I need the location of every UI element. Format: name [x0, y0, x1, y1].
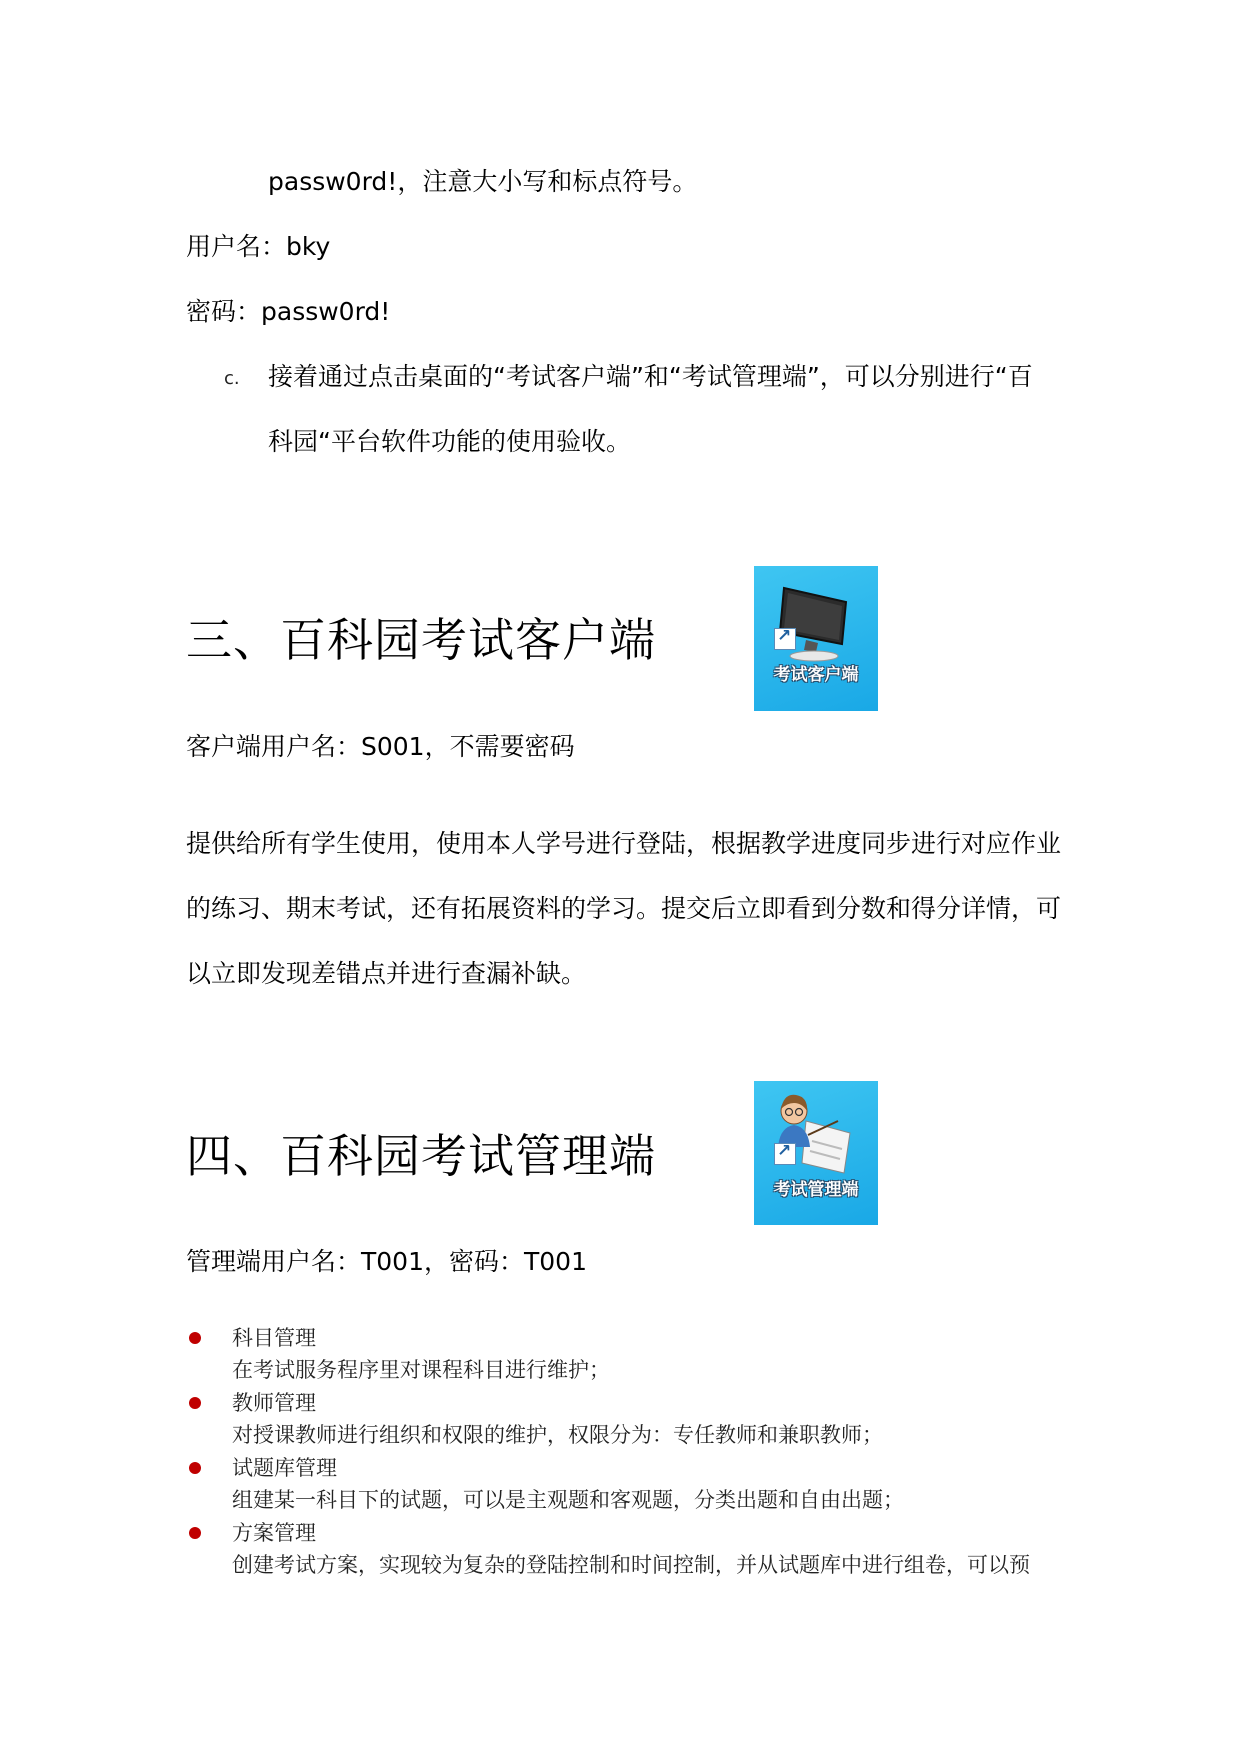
bullet-icon — [189, 1462, 201, 1474]
section4-heading: 四、百科园考试管理端 — [186, 1129, 656, 1183]
list-item-title: 教师管理 — [232, 1391, 316, 1415]
exam-admin-caption: 考试管理端 — [773, 1180, 859, 1200]
password-line: 密码：passw0rd! — [186, 297, 391, 326]
list-item-title: 科目管理 — [232, 1326, 316, 1350]
step-c-marker: c. — [224, 368, 240, 389]
section3-credentials: 客户端用户名：S001，不需要密码 — [186, 732, 575, 761]
step-c-line1: 接着通过点击桌面的“考试客户端”和“考试管理端”，可以分别进行“百 — [268, 362, 1033, 391]
password-note: passw0rd!，注意大小写和标点符号。 — [268, 167, 698, 196]
list-item-desc: 在考试服务程序里对课程科目进行维护； — [232, 1358, 610, 1382]
exam-client-shortcut[interactable] — [754, 566, 878, 711]
bullet-icon — [189, 1527, 201, 1539]
list-item-desc: 创建考试方案，实现较为复杂的登陆控制和时间控制，并从试题库中进行组卷，可以预 — [232, 1553, 1030, 1577]
bullet-icon — [189, 1397, 201, 1409]
monitor-icon — [754, 566, 878, 711]
bullet-icon — [189, 1332, 201, 1344]
exam-admin-shortcut[interactable] — [754, 1081, 878, 1225]
section3-para-line2: 的练习、期末考试，还有拓展资料的学习。提交后立即看到分数和得分详情，可 — [186, 894, 1062, 923]
exam-client-caption: 考试客户端 — [773, 665, 859, 685]
step-c-line2: 科园“平台软件功能的使用验收。 — [268, 427, 631, 456]
section3-heading: 三、百科园考试客户端 — [186, 613, 656, 667]
list-item-title: 试题库管理 — [232, 1456, 337, 1480]
list-item-desc: 组建某一科目下的试题，可以是主观题和客观题，分类出题和自由出题； — [232, 1488, 904, 1512]
teacher-icon — [754, 1081, 878, 1225]
section3-para-line3: 以立即发现差错点并进行查漏补缺。 — [186, 959, 587, 988]
list-item-title: 方案管理 — [232, 1521, 316, 1545]
section3-para-line1: 提供给所有学生使用，使用本人学号进行登陆，根据教学进度同步进行对应作业 — [186, 829, 1062, 858]
shortcut-arrow-icon — [774, 1143, 796, 1165]
shortcut-arrow-icon — [774, 628, 796, 650]
username-line: 用户名：bky — [186, 232, 331, 261]
section4-credentials: 管理端用户名：T001，密码：T001 — [186, 1247, 587, 1276]
list-item-desc: 对授课教师进行组织和权限的维护，权限分为：专任教师和兼职教师； — [232, 1423, 883, 1447]
